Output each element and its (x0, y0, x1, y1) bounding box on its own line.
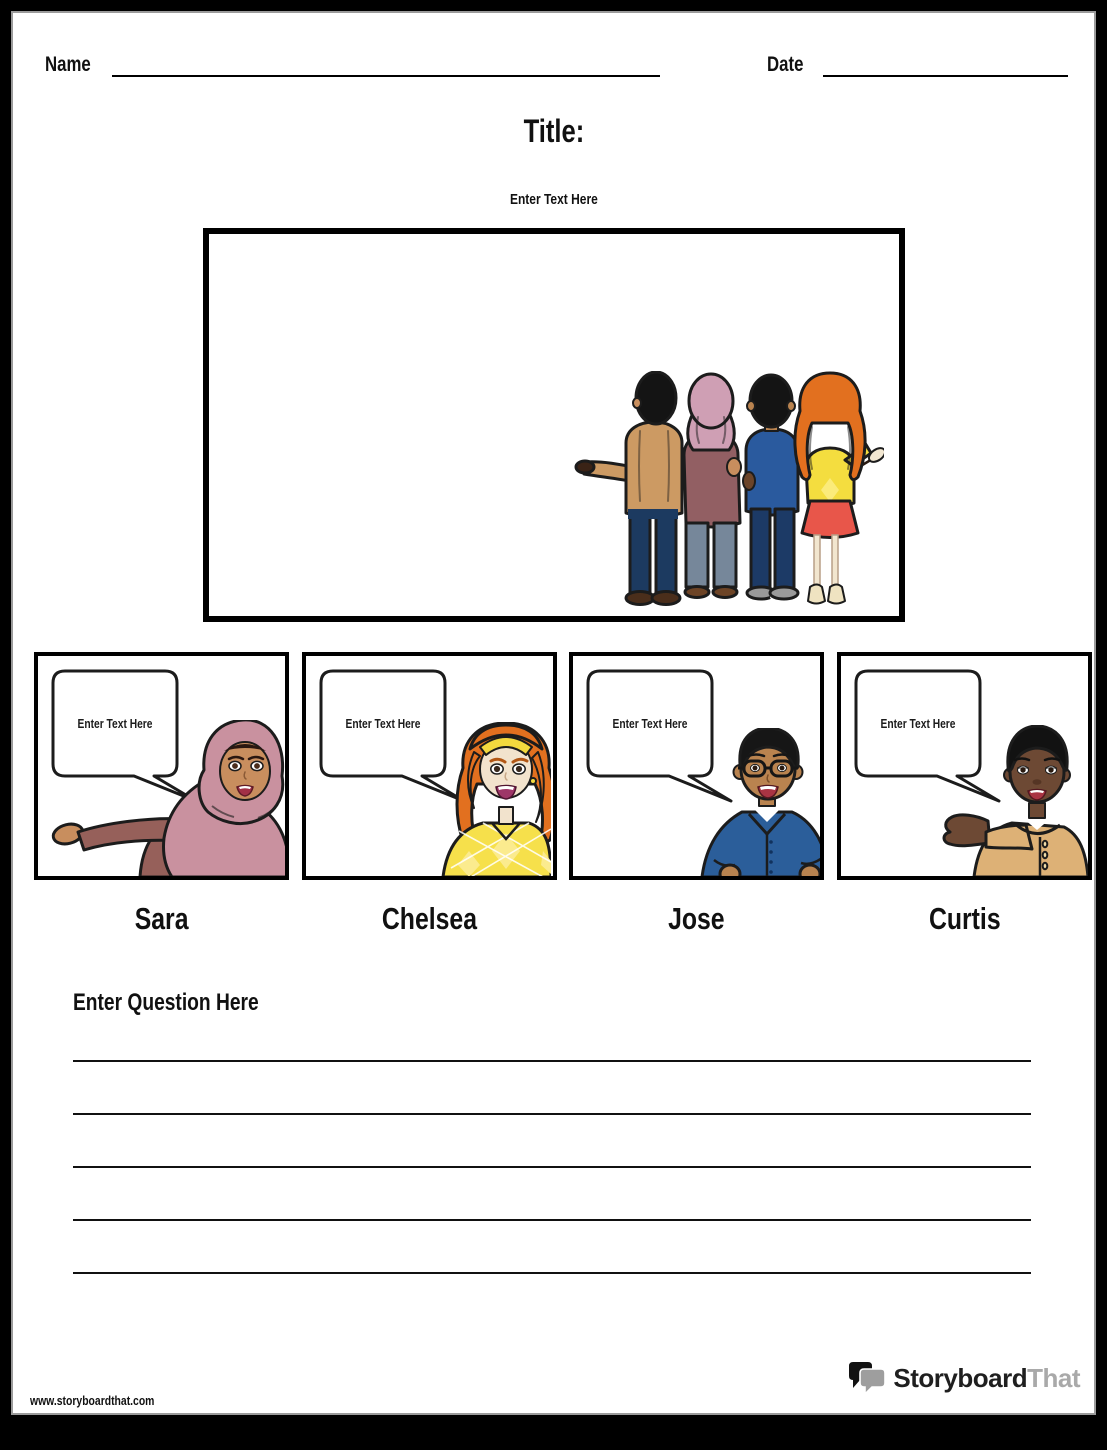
students-back-view-illustration (574, 371, 884, 611)
panel-jose[interactable] (569, 652, 824, 880)
page-title[interactable]: Title: (523, 113, 584, 149)
bubble-text-curtis[interactable]: Enter Text Here (880, 718, 956, 732)
logo-text-primary: Storyboard (893, 1363, 1028, 1393)
name-cell-curtis (837, 901, 1092, 937)
storyboardthat-logo (847, 1361, 1080, 1396)
title-row (11, 113, 1096, 150)
answer-lines (73, 1009, 1031, 1274)
name-cell-sara (34, 901, 289, 937)
answer-line[interactable] (73, 1168, 1031, 1221)
character-sara-illustration (44, 720, 289, 877)
name-input-line[interactable] (112, 55, 660, 77)
panel-curtis[interactable] (837, 652, 1092, 880)
character-curtis-illustration (878, 725, 1088, 877)
character-name-jose[interactable]: Jose (668, 901, 726, 936)
back-figure-hijab-girl (684, 374, 741, 598)
date-input-line[interactable] (823, 55, 1068, 77)
main-picture-box[interactable] (203, 228, 905, 622)
character-name-chelsea[interactable]: Chelsea (381, 901, 477, 936)
back-figure-blue-shirt-boy (743, 375, 798, 603)
answer-line[interactable] (73, 1115, 1031, 1168)
character-jose-illustration (640, 728, 820, 877)
back-figure-orange-hair-girl (795, 373, 884, 604)
panel-chelsea[interactable] (302, 652, 557, 880)
subtitle-placeholder[interactable]: Enter Text Here (509, 191, 598, 208)
header-row (45, 53, 1068, 77)
speech-bubbles-icon (847, 1361, 887, 1396)
date-label: Date (767, 53, 804, 76)
back-figure-tan-jacket-boy (576, 372, 682, 605)
character-name-sara[interactable]: Sara (134, 901, 189, 936)
footer-url: www.storyboardthat.com (30, 1393, 155, 1408)
character-name-curtis[interactable]: Curtis (928, 901, 1001, 936)
bubble-text-sara[interactable]: Enter Text Here (77, 718, 153, 732)
logo-text-secondary: That (1027, 1363, 1080, 1393)
name-cell-jose (569, 901, 824, 937)
name-label: Name (45, 53, 91, 76)
answer-line[interactable] (73, 1062, 1031, 1115)
logo-text (893, 1363, 1080, 1394)
bubble-text-jose[interactable]: Enter Text Here (612, 718, 688, 732)
footer-url-row (30, 1392, 186, 1410)
bubble-text-chelsea[interactable]: Enter Text Here (345, 718, 421, 732)
answer-line[interactable] (73, 1009, 1031, 1062)
panel-sara[interactable] (34, 652, 289, 880)
answer-line[interactable] (73, 1221, 1031, 1274)
character-panels-row (34, 652, 1092, 880)
character-names-row (34, 901, 1092, 937)
subtitle-row (11, 191, 1096, 209)
question-placeholder[interactable]: Enter Question Here (73, 989, 259, 1016)
character-chelsea-illustration (351, 722, 551, 877)
name-cell-chelsea (302, 901, 557, 937)
